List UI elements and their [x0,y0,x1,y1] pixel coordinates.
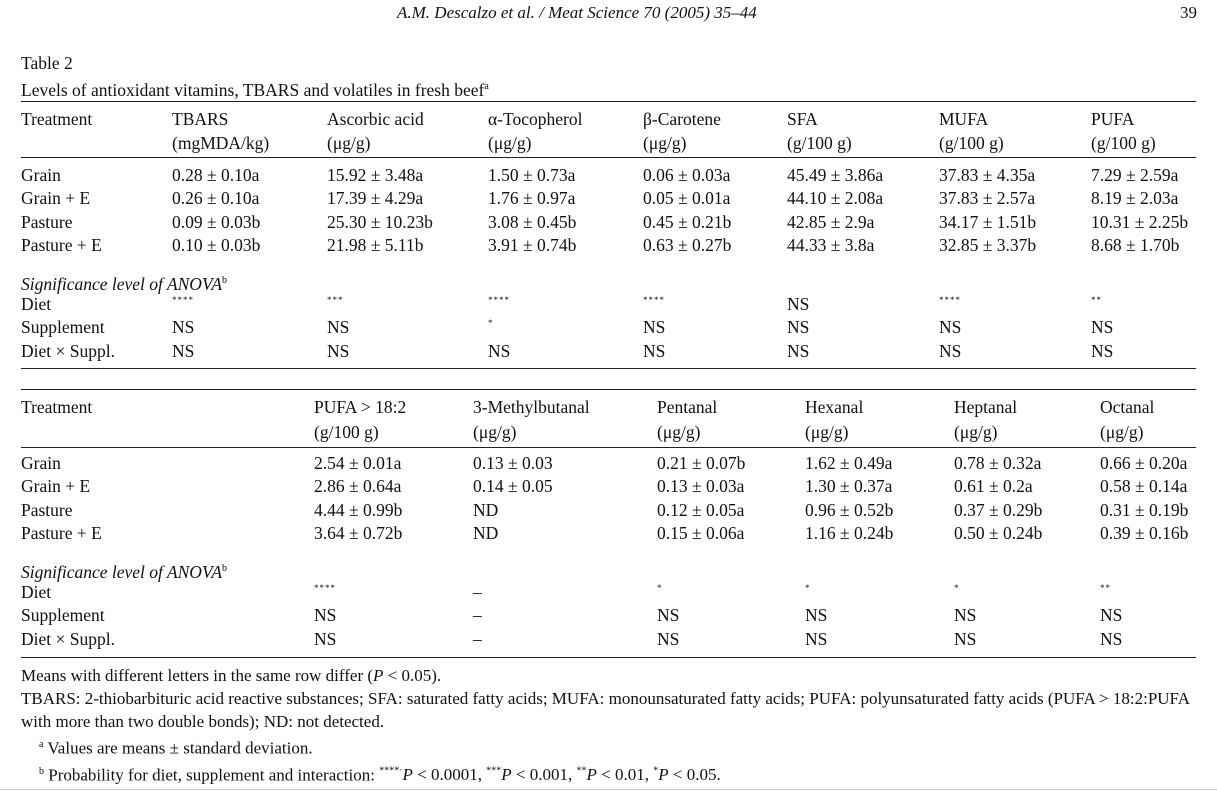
table1-col-unit: (μg/g) [643,133,687,153]
table-cell: 4.44 ± 0.99b [314,499,403,520]
significance-cell: **** [314,583,336,593]
p-threshold: < 0.01, [596,765,654,785]
significance-cell: NS [1100,605,1123,626]
row-label: Grain [21,165,61,185]
table2-col-header: Octanal [1100,397,1155,417]
table2-col-unit: (μg/g) [1100,422,1144,442]
significance-cell: NS [643,340,666,361]
significance-cell: NS [488,340,511,361]
row-label: Grain + E [21,476,91,497]
table-cell: 44.10 ± 2.08a [787,188,884,209]
p-threshold: < 0.001, [511,765,577,785]
p-symbol: P [402,765,413,785]
table2-bottom-rule [21,657,1196,658]
significance-cell: NS [787,340,810,361]
significance-cell: NS [657,605,680,626]
table-cell: 0.31 ± 0.19b [1100,499,1189,520]
table-cell: 0.96 ± 0.52b [805,499,894,520]
table1-col-unit: (g/100 g) [787,133,852,153]
table1-col-unit: (mgMDA/kg) [172,133,270,153]
significance-cell: NS [1091,317,1114,338]
table-cell: 44.33 ± 3.8a [787,234,875,255]
table2-col-unit: (g/100 g) [314,422,379,442]
significance-cell: NS [787,294,810,314]
significance-row-label: Supplement [21,317,105,338]
significance-cell: NS [172,317,195,338]
table-title: Levels of antioxidant vitamins, TBARS and volatiles in fresh beef$^a$ [21,79,489,100]
table-cell: 1.16 ± 0.24b [805,522,894,543]
table1-header-rule [21,157,1196,158]
table-cell: 0.39 ± 0.16b [1100,522,1189,543]
table-cell: 0.45 ± 0.21b [643,211,732,232]
p-symbol: P [658,765,669,785]
table2-header-rule [21,447,1196,448]
table-cell: ND [473,499,499,520]
significance-cell: NS [939,317,962,338]
table-cell: 15.92 ± 3.48a [327,165,424,185]
table-cell: 0.13 ± 0.03a [657,476,745,497]
table2-col-unit: (μg/g) [657,422,701,442]
table-cell: 32.85 ± 3.37b [939,234,1037,255]
table2-col-header: Treatment [21,397,93,417]
table-cell: 3.64 ± 0.72b [314,522,403,543]
table-cell: 10.31 ± 2.25b [1091,211,1189,232]
significance-stars: ****· [379,765,403,777]
significance-stars: *** [486,765,502,777]
table-cell: 0.12 ± 0.05a [657,499,745,520]
table-cell: 0.63 ± 0.27b [643,234,732,255]
significance-cell: NS [657,628,680,649]
significance-cell: NS [643,317,666,338]
significance-stars: * [653,765,659,777]
table2-top-rule [21,389,1196,390]
row-label: Pasture + E [21,522,102,543]
significance-row-label: Supplement [21,605,105,626]
footnote-abbreviations: TBARS: 2-thiobarbituric acid reactive substances; SFA: saturated fatty acids; MUFA: monounsaturated fatty acids; PUFA: polyunsaturated fatty acids (PUFA > 18:2:PUFA with more than two double bonds); ND: not detected. [21,689,1190,731]
page-bottom-rule [0,789,1217,790]
journal-citation: A.M. Descalzo et al. / Meat Science 70 (2005) 35–44 [397,3,757,22]
table-cell: 0.58 ± 0.14a [1100,476,1188,497]
table-cell: 0.61 ± 0.2a [954,476,1033,497]
significance-cell: NS [805,628,828,649]
row-label: Grain [21,453,61,473]
significance-cell: **** [643,295,665,305]
table-cell: 0.78 ± 0.32a [954,453,1042,473]
table-cell: 0.09 ± 0.03b [172,211,261,232]
footnote-a: $^a$ Values are means ± standard deviation. [39,738,313,758]
significance-cell: NS [314,628,337,649]
table-cell: 3.08 ± 0.45b [488,211,577,232]
running-header [0,3,1217,25]
table-cell: ND [473,522,499,543]
table1-col-unit: (g/100 g) [1091,133,1156,153]
row-label: Grain + E [21,188,91,209]
significance-cell: * [657,583,663,593]
p-threshold: < 0.05. [668,765,721,785]
significance-cell: NS [805,605,828,626]
table1-col-header: Treatment [21,109,93,129]
table2-col-unit: (μg/g) [805,422,849,442]
table-cell: 25.30 ± 10.23b [327,211,433,232]
table2-col-header: Heptanal [954,397,1018,417]
table-cell: 0.28 ± 0.10a [172,165,260,185]
table1-col-header: α-Tocopherol [488,109,583,129]
p-threshold: < 0.0001, [412,765,487,785]
table2-col-header: Pentanal [657,397,718,417]
row-label: Pasture [21,211,73,232]
table-label: Table 2 [21,53,73,73]
table-cell: 0.50 ± 0.24b [954,522,1043,543]
table-cell: 1.30 ± 0.37a [805,476,893,497]
table-cell: 42.85 ± 2.9a [787,211,875,232]
significance-cell: NS [327,340,350,361]
table1-col-unit: (μg/g) [488,133,532,153]
table-cell: 37.83 ± 4.35a [939,165,1036,185]
significance-row-label: Diet × Suppl. [21,340,115,361]
table-cell: 0.21 ± 0.07b [657,453,746,473]
table-cell: 1.50 ± 0.73a [488,165,576,185]
table-cell: 0.26 ± 0.10a [172,188,260,209]
significance-cell: * [805,583,811,593]
significance-row-label: Diet [21,294,52,314]
table-cell: 8.68 ± 1.70b [1091,234,1180,255]
table-cell: 0.13 ± 0.03 [473,453,553,473]
significance-cell: NS [1100,628,1123,649]
table2-col-header: PUFA > 18:2 [314,397,407,417]
table2-significance-heading: Significance level of ANOVA$^b$ [21,561,228,582]
table1-col-unit: (g/100 g) [939,133,1004,153]
table-cell: 7.29 ± 2.59a [1091,165,1179,185]
table-cell: 3.91 ± 0.74b [488,234,577,255]
table-cell: 0.15 ± 0.06a [657,522,745,543]
table-cell: 34.17 ± 1.51b [939,211,1037,232]
row-label: Pasture [21,499,73,520]
table-cell: 1.62 ± 0.49a [805,453,893,473]
table1-bottom-rule [21,368,1196,369]
footnote-b: $^b$ Probability for diet, supplement and interaction: ****·P < 0.0001, ***P < 0.001, **P < 0.01, *P < 0.05. [39,765,721,785]
table-cell: 0.37 ± 0.29b [954,499,1043,520]
table-cell: 0.14 ± 0.05 [473,476,553,497]
table-cell: 2.86 ± 0.64a [314,476,402,497]
significance-cell: **** [488,295,510,305]
table-cell: 8.19 ± 2.03a [1091,188,1179,209]
footnote-significance-letters: Means with different letters in the same row differ (P < 0.05). [21,666,442,685]
significance-cell: NS [939,340,962,361]
significance-cell: NS [1091,340,1114,361]
significance-cell: ** [1100,583,1111,593]
table1-col-header: β-Carotene [643,109,721,129]
significance-cell: NS [954,605,977,626]
significance-cell: * [488,318,494,329]
p-symbol: P [586,765,597,785]
p-symbol: P [501,765,512,785]
significance-cell: NS [327,317,350,338]
table-cell: 17.39 ± 4.29a [327,188,424,209]
table-cell: 0.05 ± 0.01a [643,188,731,209]
table-cell: 37.83 ± 2.57a [939,188,1036,209]
significance-cell: – [473,628,482,649]
significance-row-label: Diet × Suppl. [21,628,115,649]
page-number: 39 [1180,3,1197,22]
table-cell: 0.10 ± 0.03b [172,234,261,255]
table1-col-unit: (μg/g) [327,133,371,153]
table-footnotes [21,664,1201,786]
table-cell: 0.06 ± 0.03a [643,165,731,185]
significance-stars: ** [576,765,587,777]
significance-cell: – [473,605,482,626]
table-cell: 2.54 ± 0.01a [314,453,402,473]
table2-col-header: Hexanal [805,397,864,417]
significance-cell: NS [787,317,810,338]
significance-cell: NS [954,628,977,649]
table1-significance-heading: Significance level of ANOVA$^b$ [21,273,228,294]
table2-col-unit: (μg/g) [473,422,517,442]
table1-top-rule [21,101,1196,102]
table-cell: 0.66 ± 0.20a [1100,453,1188,473]
table1-col-header: MUFA [939,109,989,129]
table1-col-header: PUFA [1091,109,1135,129]
significance-cell: * [954,583,960,593]
table-cell: 1.76 ± 0.97a [488,188,576,209]
row-label: Pasture + E [21,234,102,255]
significance-row-label: Diet [21,582,52,602]
significance-cell: ** [1091,295,1102,305]
table1-col-header: TBARS [172,109,229,129]
significance-cell: **** [172,295,194,305]
table-cell: 21.98 ± 5.11b [327,234,424,255]
table-caption [21,52,489,102]
table2-col-header: 3-Methylbutanal [473,397,590,417]
significance-cell: – [473,582,482,602]
table2-col-unit: (μg/g) [954,422,998,442]
table1-col-header: SFA [787,109,818,129]
significance-cell: NS [172,340,195,361]
significance-cell: *** [327,295,344,305]
table-cell: 45.49 ± 3.86a [787,165,884,185]
significance-cell: NS [314,605,337,626]
table1-col-header: Ascorbic acid [327,109,424,129]
significance-cell: **** [939,295,961,305]
